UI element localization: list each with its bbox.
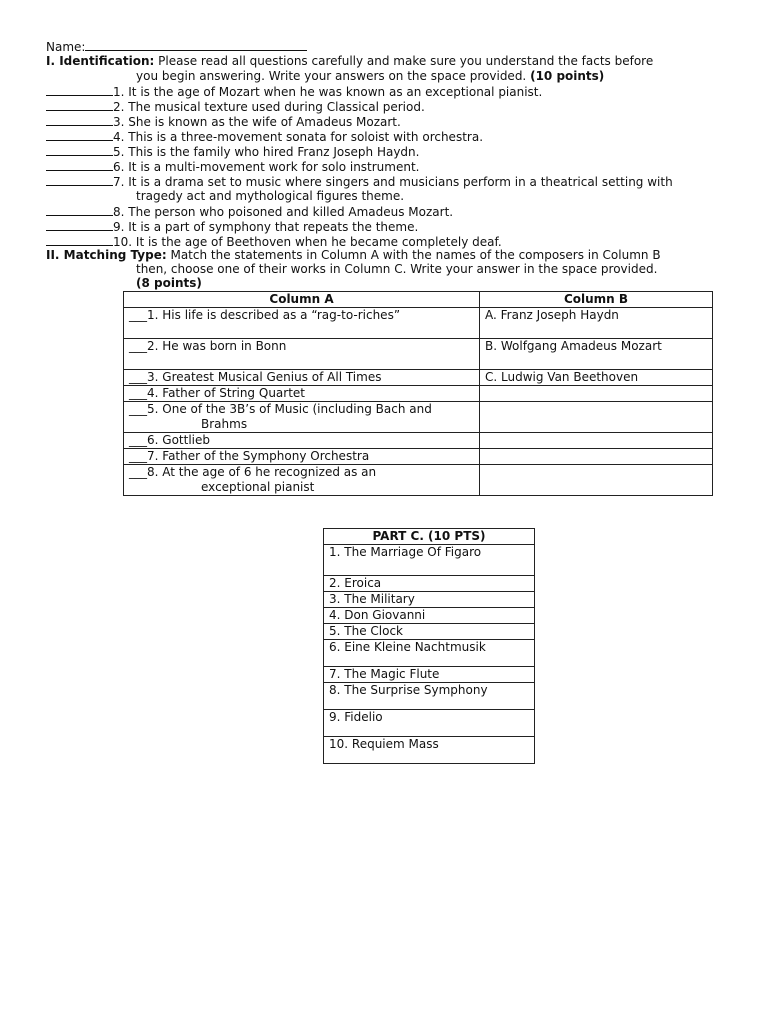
answer-blank[interactable]	[46, 174, 113, 186]
part-c-item: 3. The Military	[324, 592, 535, 608]
id-item-7	[46, 174, 673, 190]
id-item-text: 4. This is a three-movement sonata for soloist with orchestra.	[113, 130, 484, 144]
part-c-item: 8. The Surprise Symphony	[324, 683, 535, 710]
part1-heading: I. Identification:	[46, 54, 155, 68]
column-b-cell	[480, 402, 713, 433]
column-a-header: Column A	[124, 292, 480, 308]
column-a-cell	[124, 386, 480, 402]
answer-blank[interactable]	[46, 159, 113, 171]
part-c-item: 4. Don Giovanni	[324, 608, 535, 624]
table-row	[324, 710, 535, 737]
table-row	[124, 402, 713, 433]
part-c-item: 10. Requiem Mass	[324, 737, 535, 764]
table-row	[124, 433, 713, 449]
table-row	[324, 576, 535, 592]
part2-points: (8 points)	[136, 276, 202, 290]
id-item-9	[46, 219, 418, 235]
table-row	[324, 640, 535, 667]
column-b-header: Column B	[480, 292, 713, 308]
match-blank[interactable]: ___	[129, 386, 147, 400]
table-row	[324, 683, 535, 710]
id-item-text: 3. She is known as the wife of Amadeus Mozart.	[113, 115, 401, 129]
table-row	[124, 449, 713, 465]
column-a-text: 1. His life is described as a “rag-to-riches”	[147, 308, 401, 322]
match-blank[interactable]: ___	[129, 308, 147, 322]
column-a-text: 6. Gottlieb	[147, 433, 210, 447]
name-line	[46, 39, 307, 55]
table-row	[124, 370, 713, 386]
answer-blank[interactable]	[46, 204, 113, 216]
matching-header-row	[124, 292, 713, 308]
column-a-cell	[124, 308, 480, 339]
table-row	[324, 667, 535, 683]
part2-heading: II. Matching Type:	[46, 248, 167, 262]
table-row	[124, 308, 713, 339]
column-b-cell	[480, 386, 713, 402]
matching-table	[123, 291, 713, 496]
column-b-cell: B. Wolfgang Amadeus Mozart	[480, 339, 713, 370]
column-b-cell: A. Franz Joseph Haydn	[480, 308, 713, 339]
column-b-cell	[480, 465, 713, 496]
match-blank[interactable]: ___	[129, 339, 147, 353]
column-a-text-cont: exceptional pianist	[201, 480, 315, 494]
column-a-cell	[124, 339, 480, 370]
id-item-4	[46, 129, 483, 145]
answer-blank[interactable]	[46, 234, 113, 246]
column-b-cell: C. Ludwig Van Beethoven	[480, 370, 713, 386]
column-a-cell	[124, 449, 480, 465]
id-item-text: 1. It is the age of Mozart when he was known as an exceptional pianist.	[113, 85, 543, 99]
id-item-3	[46, 114, 401, 130]
part2-instruction-a: Match the statements in Column A with the names of the composers in Column B	[170, 248, 661, 262]
table-row	[324, 545, 535, 576]
id-item-8	[46, 204, 453, 220]
table-row	[324, 592, 535, 608]
table-row	[124, 465, 713, 496]
column-a-text: 3. Greatest Musical Genius of All Times	[147, 370, 382, 384]
part1-instruction	[46, 54, 653, 69]
name-field[interactable]	[85, 39, 307, 51]
part-c-item: 7. The Magic Flute	[324, 667, 535, 683]
match-blank[interactable]: ___	[129, 433, 147, 447]
column-a-text: 8. At the age of 6 he recognized as an	[147, 465, 377, 479]
part-c-item: 9. Fidelio	[324, 710, 535, 737]
part2-points-line	[136, 276, 202, 291]
table-row	[324, 737, 535, 764]
id-item-text: 6. It is a multi-movement work for solo instrument.	[113, 160, 420, 174]
answer-blank[interactable]	[46, 129, 113, 141]
part-c-header-row	[324, 529, 535, 545]
column-a-text-cont: Brahms	[201, 417, 248, 431]
id-item-text: tragedy act and mythological figures theme.	[136, 189, 405, 203]
answer-blank[interactable]	[46, 144, 113, 156]
match-blank[interactable]: ___	[129, 465, 147, 479]
column-a-cell	[124, 465, 480, 496]
part2-instruction-b: then, choose one of their works in Column C. Write your answer in the space provided.	[136, 262, 658, 276]
table-row	[324, 608, 535, 624]
part-c-item: 2. Eroica	[324, 576, 535, 592]
column-a-text: 2. He was born in Bonn	[147, 339, 287, 353]
id-item-text: 5. This is the family who hired Franz Joseph Haydn.	[113, 145, 420, 159]
part-c-item: 1. The Marriage Of Figaro	[324, 545, 535, 576]
answer-blank[interactable]	[46, 99, 113, 111]
id-item-text: 2. The musical texture used during Classical period.	[113, 100, 425, 114]
match-blank[interactable]: ___	[129, 370, 147, 384]
column-a-cell	[124, 433, 480, 449]
id-item-2	[46, 99, 425, 115]
answer-blank[interactable]	[46, 219, 113, 231]
id-item-text: 9. It is a part of symphony that repeats the theme.	[113, 220, 419, 234]
part2-instruction-cont	[136, 262, 657, 277]
part-c-header: PART C. (10 PTS)	[324, 529, 535, 545]
table-row	[124, 339, 713, 370]
table-row	[324, 624, 535, 640]
match-blank[interactable]: ___	[129, 449, 147, 463]
part1-instruction-b: you begin answering. Write your answers on the space provided.	[136, 69, 527, 83]
answer-blank[interactable]	[46, 84, 113, 96]
part1-instruction-a: Please read all questions carefully and make sure you understand the facts before	[158, 54, 654, 68]
table-row	[124, 386, 713, 402]
name-label: Name:	[46, 40, 86, 54]
id-item-text: 7. It is a drama set to music where singers and musicians perform in a theatrical setting with	[113, 175, 673, 189]
part2-instruction	[46, 248, 661, 263]
id-item-6	[46, 159, 420, 175]
column-a-text: 5. One of the 3B’s of Music (including Bach and	[147, 402, 432, 416]
column-a-text: 7. Father of the Symphony Orchestra	[147, 449, 370, 463]
part1-instruction-cont	[136, 69, 604, 84]
id-item-1	[46, 84, 542, 100]
match-blank[interactable]: ___	[129, 402, 147, 416]
id-item-text: 10. It is the age of Beethoven when he became completely deaf.	[113, 235, 502, 249]
column-a-cell	[124, 370, 480, 386]
part-c-item: 5. The Clock	[324, 624, 535, 640]
column-a-cell	[124, 402, 480, 433]
id-item-5	[46, 144, 419, 160]
part1-points: (10 points)	[530, 69, 605, 83]
answer-blank[interactable]	[46, 114, 113, 126]
column-b-cell	[480, 449, 713, 465]
column-a-text: 4. Father of String Quartet	[147, 386, 305, 400]
part-c-item: 6. Eine Kleine Nachtmusik	[324, 640, 535, 667]
id-item-7-cont	[136, 189, 404, 204]
id-item-text: 8. The person who poisoned and killed Amadeus Mozart.	[113, 205, 454, 219]
part-c-table	[323, 528, 535, 764]
column-b-cell	[480, 433, 713, 449]
